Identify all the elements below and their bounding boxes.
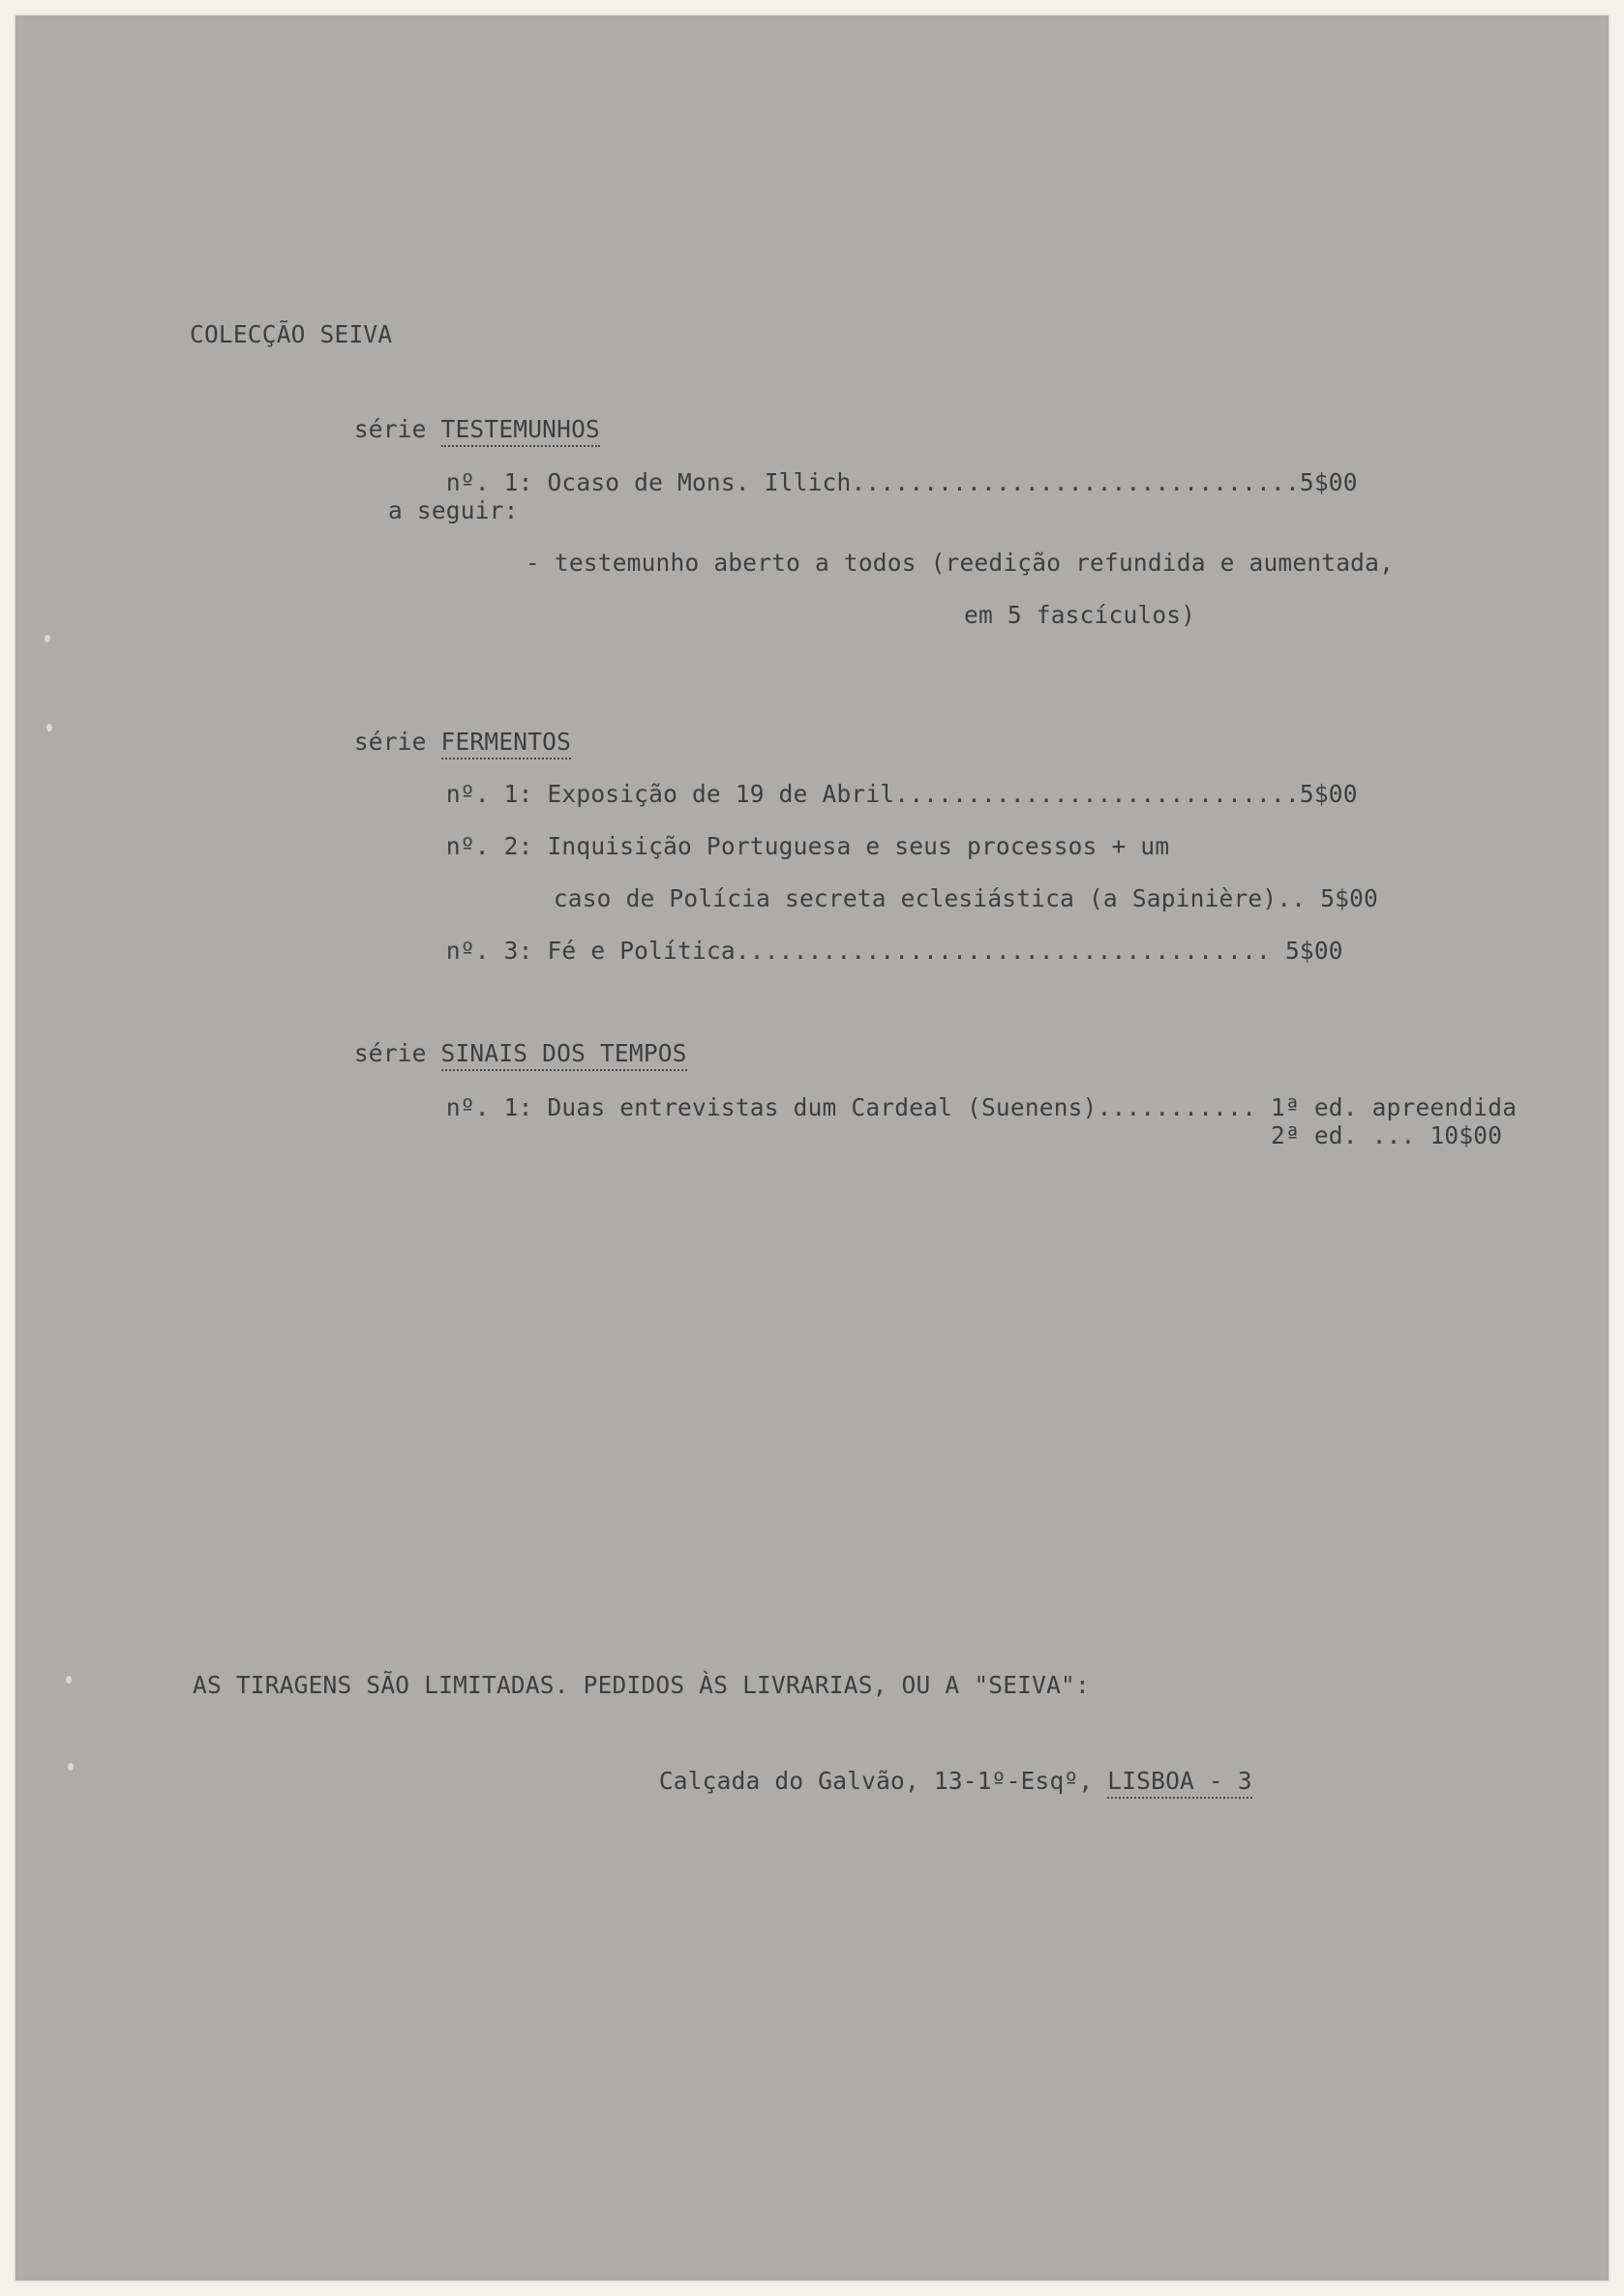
entry-title: Exposição de 19 de Abril	[547, 779, 895, 808]
entry-price: 1ª ed. apreendida	[1270, 1092, 1518, 1121]
entry-note: a seguir:	[388, 496, 519, 524]
series-name: SINAIS DOS TEMPOS	[441, 1039, 687, 1071]
entry-title: caso de Polícia secreta eclesiástica (a Sapinière)..	[553, 883, 1307, 912]
series-prefix: série	[353, 727, 427, 756]
catalog-entry	[388, 447, 1358, 519]
entry-title: Fé e Política	[547, 936, 736, 965]
entry-number: nº. 1:	[445, 467, 533, 496]
entry-number: nº. 2:	[445, 831, 533, 860]
entry-title: Inquisição Portuguesa e seus processos + um	[547, 831, 1170, 860]
entry-number: nº. 1:	[445, 779, 533, 808]
entry-number: nº. 1:	[445, 1092, 533, 1121]
entry-note: - testemunho aberto a todos (reedição refundida e aumentada,	[526, 549, 1395, 577]
collection-title: COLECÇÃO SEIVA	[190, 320, 393, 348]
entry-price: 5$00	[1320, 883, 1378, 912]
entry-price: 2ª ed. ... 10$00	[1271, 1121, 1503, 1149]
punch-hole-mark	[66, 1676, 72, 1684]
catalog-entry	[388, 915, 1343, 987]
entry-title: Ocaso de Mons. Illich	[547, 467, 852, 496]
address-street: Calçada do Galvão, 13-1º-Esqº,	[658, 1766, 1094, 1795]
order-notice: AS TIRAGENS SÃO LIMITADAS. PEDIDOS ÀS LIVRARIAS, OU A "SEIVA":	[193, 1671, 1090, 1699]
series-name: TESTEMUNHOS	[441, 415, 600, 447]
dot-leader: .....................................	[735, 936, 1271, 965]
punch-hole-mark	[46, 724, 52, 731]
series-name: FERMENTOS	[441, 728, 572, 760]
dot-leader: ...............................	[851, 467, 1300, 496]
entry-title: Duas entrevistas dum Cardeal (Suenens)	[547, 1092, 1098, 1121]
entry-price: 5$00	[1299, 779, 1358, 808]
address-city: LISBOA - 3	[1107, 1767, 1252, 1799]
punch-hole-mark	[45, 635, 50, 642]
series-prefix: série	[353, 414, 427, 443]
document-page	[15, 15, 1609, 2281]
entry-price: 5$00	[1284, 936, 1343, 965]
series-prefix: série	[353, 1038, 427, 1067]
entry-note: em 5 fascículos)	[964, 601, 1196, 629]
entry-number: nº. 3:	[445, 936, 533, 965]
order-address	[601, 1745, 1252, 1817]
dot-leader: ............................	[894, 779, 1300, 808]
punch-hole-mark	[68, 1763, 74, 1771]
dot-leader: ...........	[1097, 1092, 1257, 1121]
entry-price: 5$00	[1299, 467, 1358, 496]
